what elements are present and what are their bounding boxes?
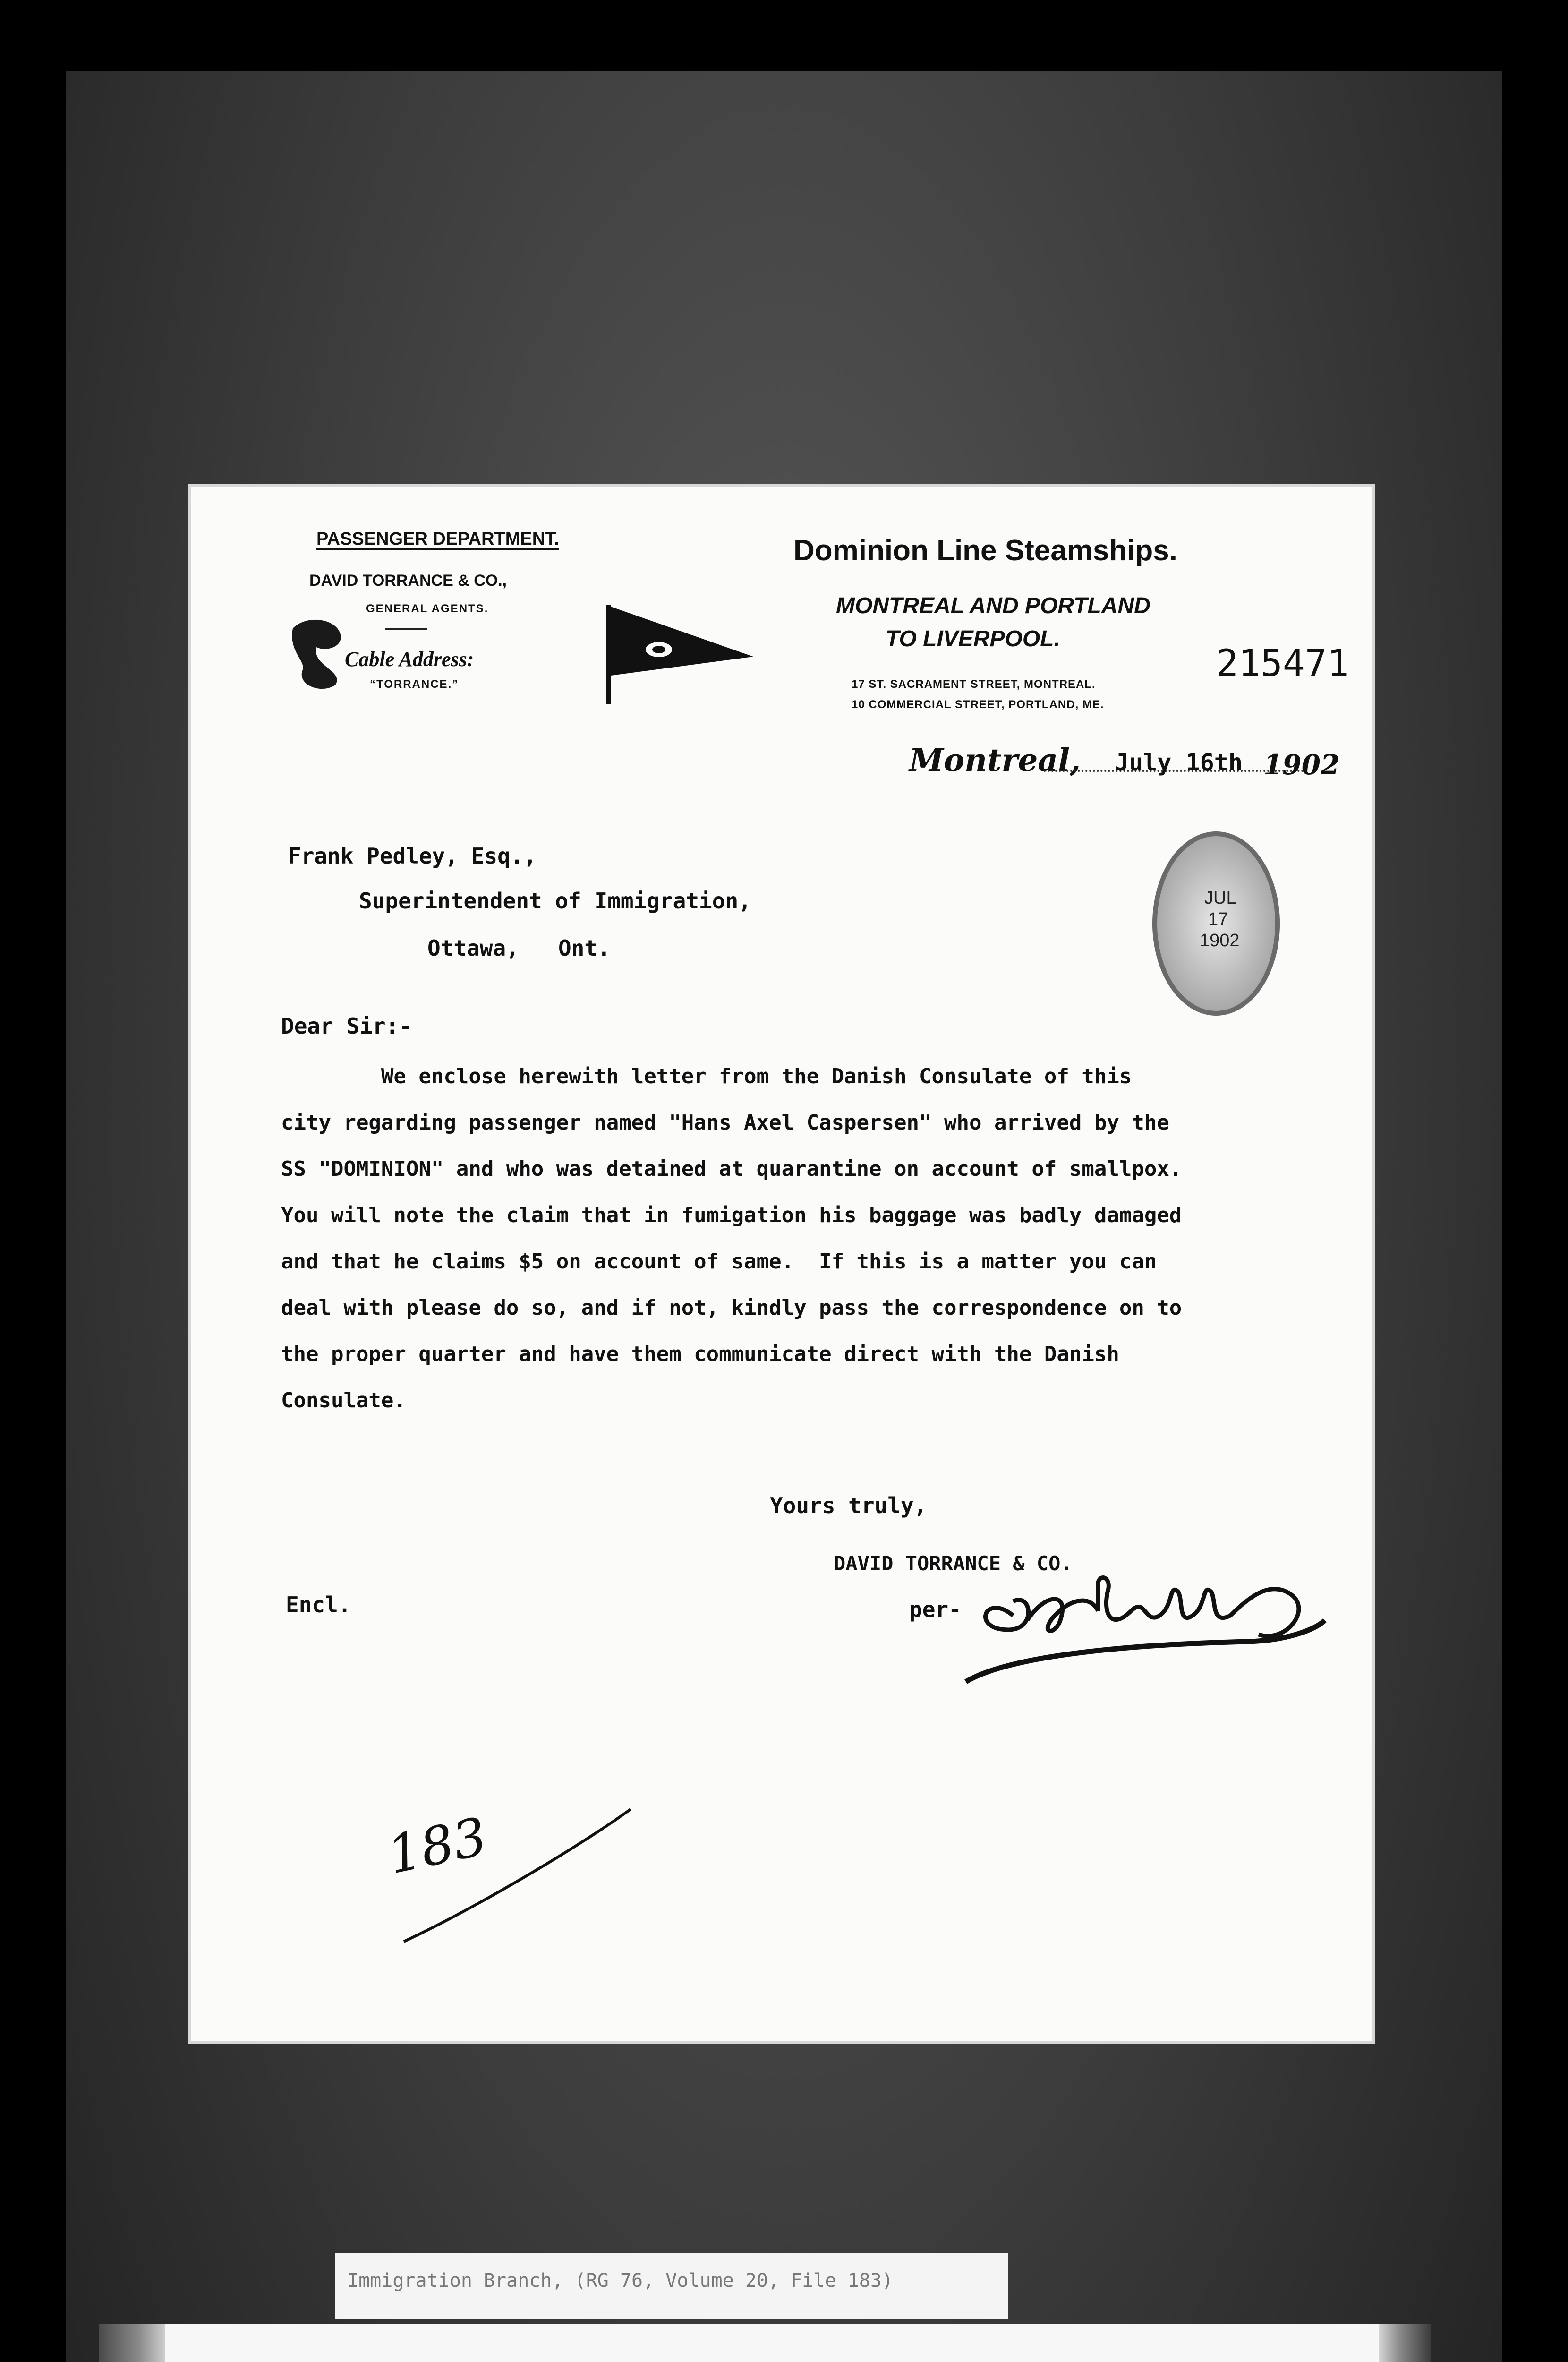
- letter-page: [191, 487, 1372, 2041]
- signatory-company: DAVID TORRANCE & CO.: [834, 1552, 1073, 1575]
- company-flag-logo: [602, 605, 758, 709]
- card-edge-right: [1379, 2324, 1431, 2362]
- divider: [385, 628, 427, 630]
- per-label: per-: [909, 1597, 962, 1622]
- recipient-city: Ottawa, Ont.: [427, 935, 611, 961]
- stamp-year: 1902: [1200, 931, 1240, 950]
- dateline-year: 1902: [1263, 749, 1340, 781]
- cable-address-label: Cable Address:: [345, 648, 474, 671]
- archive-reference-label: [335, 2253, 1008, 2319]
- handwritten-file-annotation: [380, 1786, 645, 1956]
- archive-reference-text: Immigration Branch, (RG 76, Volume 20, File 183): [347, 2270, 893, 2292]
- handwritten-signature: [956, 1564, 1344, 1696]
- salutation: Dear Sir:-: [281, 1013, 412, 1039]
- received-date-stamp: [1152, 831, 1280, 1016]
- agent-name: DAVID TORRANCE & CO.,: [309, 572, 507, 590]
- dateline-date: July 16th: [1115, 749, 1243, 776]
- letter-body: We enclose herewith letter from the Danish Consulate of this city regarding passenger named "Hans Axel Caspersen" who arrived by the SS "DOMINION" and who was detained at quarantine on account of smallpox. You will note the claim that in fumigation his baggage was badly damaged and that he claims $5 on account of same. If this is a matter you can deal with please do so, and if not, kindly pass the correspondence on to the proper quarter and have them communicate direct with the Danish Consulate.: [281, 1064, 1182, 1412]
- enclosure-note: Encl.: [286, 1592, 351, 1617]
- recipient-name: Frank Pedley, Esq.,: [288, 843, 537, 869]
- stamp-month: JUL: [1204, 888, 1236, 908]
- cable-address-value: “TORRANCE.”: [370, 678, 459, 691]
- recipient-title: Superintendent of Immigration,: [359, 888, 751, 914]
- stamp-day: 17: [1208, 909, 1228, 929]
- archive-card: [99, 2324, 1431, 2362]
- ink-blot: [283, 614, 359, 694]
- card-edge-left: [99, 2324, 165, 2362]
- closing: Yours truly,: [770, 1493, 927, 1518]
- agent-role: GENERAL AGENTS.: [366, 602, 489, 615]
- route-line-2: TO LIVERPOOL.: [886, 626, 1060, 651]
- route-line-1: MONTREAL AND PORTLAND: [836, 593, 1150, 618]
- company-name: Dominion Line Steamships.: [793, 534, 1177, 567]
- address-montreal: 17 ST. SACRAMENT STREET, MONTREAL.: [852, 678, 1096, 691]
- passenger-department-heading: PASSENGER DEPARTMENT.: [316, 529, 559, 549]
- file-number-stamp: 215471: [1216, 642, 1349, 685]
- handwritten-file-number: 183: [382, 1806, 492, 1886]
- address-portland: 10 COMMERCIAL STREET, PORTLAND, ME.: [852, 698, 1104, 711]
- dateline-city: Montreal,: [909, 742, 1081, 779]
